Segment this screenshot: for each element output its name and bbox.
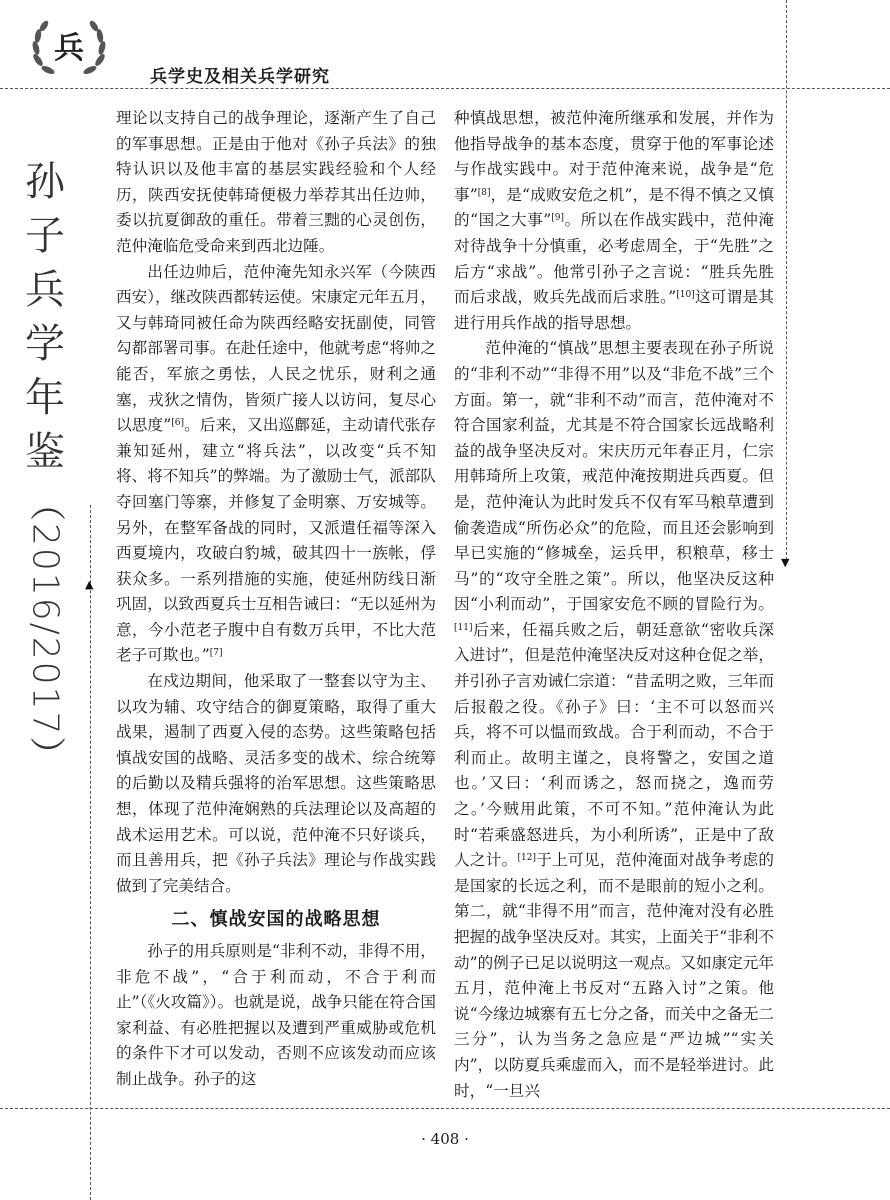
yearbook-logo: [28, 14, 110, 82]
paragraph-text: 范仲淹的“慎战”思想主要表现在孙子所说的“非利不动”“非得不用”以及“非危不战”三个方面。第一，就“非利不动”而言，范仲淹对不符合国家利益，尤其是不符合国家长远战略利益的战争坚决反对。宋庆历元年春正月，仁宗用韩琦所上攻策，戒范仲淹按期进兵西夏。但是，范仲淹认为此时发兵不仅有军马粮草遭到偷袭造成“所伤必众”的危险，而且还会影响到早已实施的“修城垒，运兵甲，积粮草，移士马”的“攻守全胜之策”。所以，他坚决反这种因“小利而动”，于国家安危不顾的冒险行为。: [454, 339, 774, 614]
left-text-column: [116, 106, 436, 1093]
section-heading: 二、慎战安国的战略思想: [171, 909, 381, 931]
side-title-char: 兵: [25, 267, 65, 313]
page-number: · 408 ·: [421, 1130, 469, 1148]
paragraph: 理论以支持自己的战争理论，逐渐产生了自己的军事思想。正是由于他对《孙子兵法》的独特认识以及他丰富的基层实践经验和个人经历，陕西安抚使韩琦便极力举荐其出任边帅，委以抗夏御敌的重任。带着三黜的心灵创伤，范仲淹临危受命来到西北边陲。: [116, 109, 436, 255]
running-header: 兵学史及相关兵学研究: [150, 67, 330, 87]
paragraph-text: 于上可见，范仲淹面对战争考虑的是国家的长远之利，而不是眼前的短小之利。第二，就“非得不用”而言，范仲淹对没有必胜把握的战争坚决反对。其实，上面关于“非利不动”的例子已足以说明这一观点。又如康定元年五月，范仲淹上书反对“五路入讨”之策。他说“今缘边城寨有五七分之备，而关中之备无二三分”，认为当务之急应是“严边城”“实关内”，以防夏兵乘虚而入，而不是轻举进讨。此时，“一旦兴: [454, 851, 774, 1100]
side-title-char: 学: [25, 321, 65, 367]
up-triangle-icon: ▲: [85, 578, 94, 591]
side-title-year: （2016/2017）: [24, 485, 66, 775]
side-title-char: 子: [25, 213, 65, 259]
citation-ref: [6]: [171, 418, 184, 429]
paragraph: [454, 106, 774, 336]
paragraph: [116, 260, 436, 670]
paragraph-text: 种慎战思想，被范仲淹所继承和发展，并作为他指导战争的基本态度，贯穿于他的军事论述与作战实践中。对于范仲淹来说，战争是“危事”: [454, 109, 774, 204]
citation-ref: [11]: [454, 622, 473, 633]
citation-ref: [12]: [517, 853, 536, 864]
citation-ref: [10]: [676, 290, 695, 301]
citation-ref: [9]: [551, 213, 565, 224]
paragraph: 在戍边期间，他采取了一整套以守为主、以攻为辅、攻守结合的御夏策略，取得了重大战果，遏制了西夏入侵的态势。这些策略包括慎战安国的战略、灵活多变的战术、综合统筹的后勤以及精兵强将的治军思想。这些策略思想，体现了范仲淹娴熟的兵法理论以及高超的战术运用艺术。可以说，范仲淹不只好谈兵，而且善用兵，把《孙子兵法》理论与作战实践做到了完美结合。: [116, 672, 436, 895]
citation-ref: [8]: [477, 187, 491, 198]
down-triangle-icon: ▼: [781, 556, 790, 569]
left-margin-line: [90, 505, 91, 1200]
laurel-right-icon: [82, 19, 106, 75]
header-divider: [0, 88, 890, 89]
paragraph: [454, 336, 774, 1104]
footer-divider: [0, 1108, 890, 1109]
paragraph-text: 这可谓是其进行用兵作战的指导思想。: [454, 288, 774, 332]
paragraph-text: 出任边帅后，范仲淹先知永兴军（今陕西西安），继改陕西都转运使。宋康定元年五月，又与韩琦同被任命为陕西经略安抚副使，同管勾都部署司事。在赴任途中，他就考虑“将帅之能否，军旅之勇怯，人民之忧乐，财利之通塞，戎狄之情伪，皆须广接人以访问，复尽心以思度”: [116, 262, 436, 435]
side-title-char: 年: [25, 375, 65, 421]
paragraph-text: 。所以在作战实践中，范仲淹对待战争十分慎重，必考虑周全，于“先胜”之后方“求战”。他常引孙子之言说：“胜兵先胜而后求战，败兵先战而后求胜。”: [454, 211, 774, 307]
paragraph-text: ，是“成败安危之机”，是不得不慎之又慎的“国之大事”: [454, 185, 774, 230]
laurel-left-icon: [31, 19, 55, 75]
paragraph: 孙子的用兵原则是“非利不动，非得不用，非危不战”，“合于利而动，不合于利而止”（《火攻篇》）。也就是说，战争只能在符合国家利益、有必胜把握以及遭到严重威胁或危机的条件下才可以发动，否则不应该发动而应该制止战争。孙子的这: [116, 942, 436, 1088]
paragraph-text: 。后来，又出巡鄜延，主动请代张存兼知延州，建立“将兵法”，以改变“兵不知将、将不知兵”的弊端。为了激励士气，派部队夺回塞门等寨，并修复了金明寨、万安城等。另外，在整军备战的同时，又派遣任福等深入西夏境内，攻破白豹城，破其四十一族帐，俘获众多。一系列措施的实施，使延州防线日渐巩固，以致西夏兵士互相告诫曰：“无以延州为意，今小范老子腹中自有数万兵甲，不比大范老子可欺也。”: [116, 416, 436, 665]
logo-character: 兵: [54, 31, 84, 66]
side-title-char: 孙: [25, 159, 65, 205]
right-margin-line: [786, 0, 787, 560]
side-title-char: 鉴: [25, 429, 65, 475]
yearbook-side-title: [20, 155, 70, 774]
right-text-column: [454, 106, 774, 1104]
paragraph-text: 后来，任福兵败之后，朝廷意欲“密收兵深入进讨”，但是范仲淹坚决反对这种仓促之举，并引孙子言劝诫仁宗道：“昔孟明之败，三年而后报殽之役。《孙子》曰：‘主不可以怒而兴兵，将不可以愠而致战。合于利而动，不合于利而止。故明主谨之，良将警之，安国之道也。’又曰：‘利而诱之，怒而挠之，逸而劳之。’今贼用此策，不可不知。”范仲淹认为此时“若乘盛怒进兵，为小利所诱”，正是中了敌人之计。: [454, 620, 774, 870]
citation-ref: [7]: [209, 648, 223, 659]
